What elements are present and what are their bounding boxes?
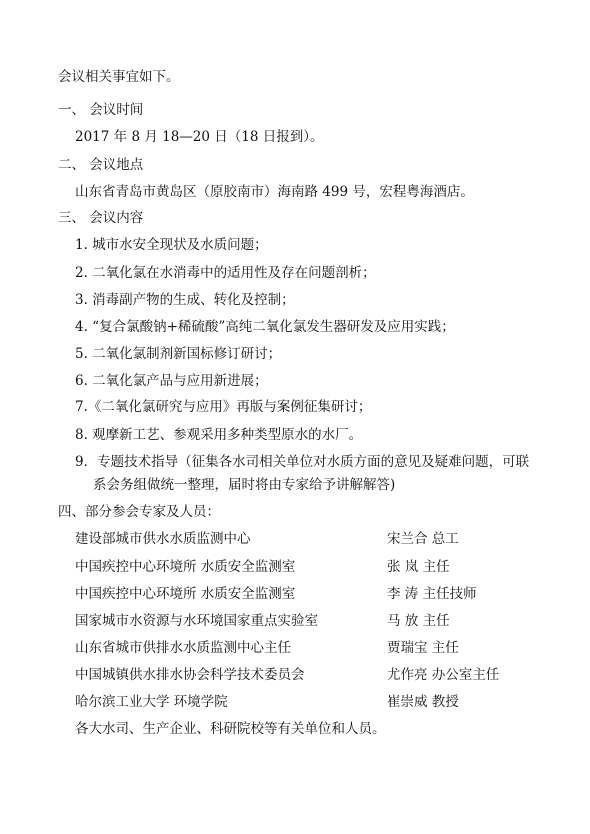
content-item: 3. 消毒副产物的生成、转化及控制； bbox=[75, 292, 295, 308]
expert-person: 马 放 主任 bbox=[387, 613, 450, 629]
expert-person: 尤作亮 办公室主任 bbox=[387, 667, 500, 683]
content-item: 9．专题技术指导（征集各水司相关单位对水质方面的意见及疑难问题，可联 bbox=[75, 454, 530, 470]
content-item: 8. 观摩新工艺、参观采用多种类型原水的水厂。 bbox=[75, 427, 363, 443]
expert-person: 张 岚 主任 bbox=[387, 559, 450, 575]
expert-person: 李 涛 主任技师 bbox=[387, 586, 477, 602]
content-item: 5. 二氧化氯制剂新国标修订研讨； bbox=[75, 346, 282, 362]
intro-line: 会议相关事宜如下。 bbox=[58, 69, 180, 85]
section-heading-location: 二、 会议地点 bbox=[58, 157, 144, 173]
expert-person: 贾瑞宝 主任 bbox=[387, 640, 459, 656]
content-item: 2. 二氧化氯在水消毒中的适用性及存在问题剖析； bbox=[75, 265, 376, 281]
content-item: 4. “复合氯酸钠+稀硫酸”高纯二氧化氯发生器研发及应用实践； bbox=[75, 319, 455, 335]
expert-org: 中国疾控中心环境所 水质安全监测室 bbox=[75, 586, 296, 602]
expert-org: 中国城镇供水排水协会科学技术委员会 bbox=[75, 667, 305, 683]
expert-org: 山东省城市供排水水质监测中心主任 bbox=[75, 640, 291, 656]
section-heading-content: 三、 会议内容 bbox=[58, 210, 144, 226]
expert-person: 宋兰合 总工 bbox=[387, 531, 459, 547]
expert-person: 崔崇威 教授 bbox=[387, 694, 459, 710]
meeting-location-text: 山东省青岛市黄岛区（原胶南市）海南路 499 号，宏程粤海酒店。 bbox=[75, 184, 474, 200]
expert-org: 哈尔滨工业大学 环境学院 bbox=[75, 694, 228, 710]
content-item-continuation: 系会务组做统一整理，届时将由专家给予讲解解答) bbox=[93, 477, 396, 493]
content-item: 7.《二氧化氯研究与应用》再版与案例征集研讨； bbox=[75, 399, 372, 415]
expert-org: 国家城市水资源与水环境国家重点实验室 bbox=[75, 613, 318, 629]
content-item: 6. 二氧化氯产品与应用新进展； bbox=[75, 373, 268, 389]
section-heading-experts: 四、部分参会专家及人员： bbox=[58, 504, 220, 520]
content-item: 1. 城市水安全现状及水质问题； bbox=[75, 237, 268, 253]
expert-org: 建设部城市供水水质监测中心 bbox=[75, 531, 251, 547]
closing-line: 各大水司、生产企业、科研院校等有关单位和人员。 bbox=[75, 721, 386, 737]
expert-org: 中国疾控中心环境所 水质安全监测室 bbox=[75, 559, 296, 575]
meeting-time-text: 2017 年 8 月 18—20 日（18 日报到）。 bbox=[75, 129, 324, 145]
section-heading-time: 一、 会议时间 bbox=[58, 102, 144, 118]
